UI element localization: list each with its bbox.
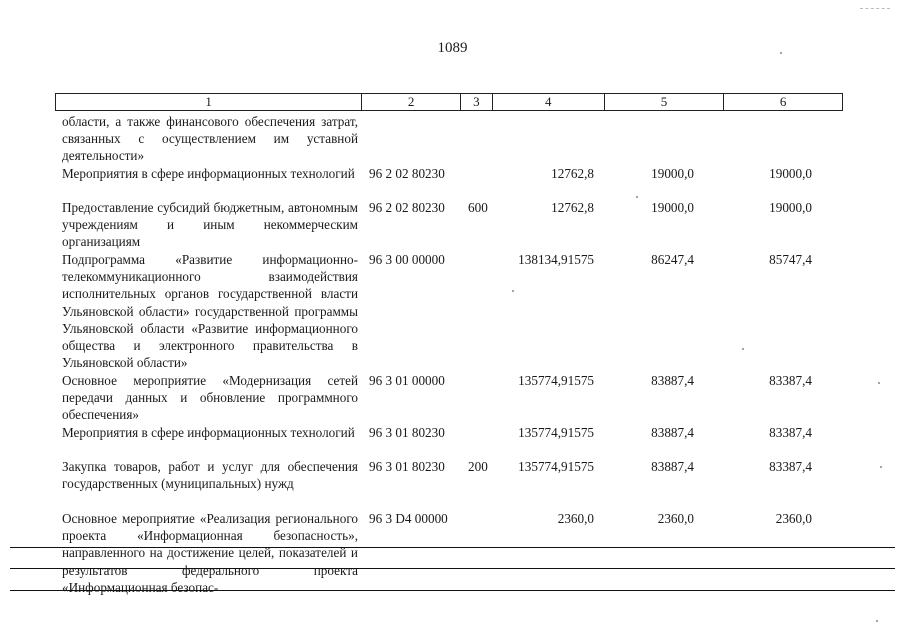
scan-speck [742,348,744,350]
scan-speck [878,382,880,384]
row-description: Мероприятия в сфере информационных технологий [62,166,355,181]
column-header-4: 4 [493,94,605,110]
row-code: 96 3 01 80230 [369,425,445,440]
scan-speck [880,466,882,468]
row-value-6: 83387,4 [769,373,812,388]
row-code: 96 3 01 00000 [369,373,445,388]
strike-line [10,590,895,591]
column-header-5: 5 [605,94,725,110]
row-value-5: 19000,0 [651,200,694,215]
strike-line [10,547,895,548]
row-code: 96 2 02 80230 [369,166,445,181]
strike-line [10,568,895,569]
row-value-6: 83387,4 [769,425,812,440]
column-header-2: 2 [362,94,461,110]
row-code: 96 3 01 80230 [369,459,445,474]
scan-speck [780,52,782,54]
column-header-6: 6 [779,94,787,109]
row-description: Основное мероприятие «Реализация регионального проекта «Информационная безопасность», направленного на достижение целей, показателей и результатов федерального проекта «Информационная безопас- [62,511,358,595]
scan-speck [636,196,638,198]
row-value-5: 83887,4 [651,373,694,388]
row-value-6: 2360,0 [775,511,812,526]
page-number: 1089 [437,40,468,56]
table-header-row [55,93,843,111]
row-value-4: 135774,91575 [518,425,594,440]
column-header-3: 3 [461,94,493,110]
scan-speck [876,620,878,622]
row-description: Подпрограмма «Развитие информационно-телекоммуникационного взаимодействия исполнительных органов государственной власти Ульяновской области» государственной программы Ульяновской области «Развитие информационного общества и электронного правительства в Ульяновской области» [62,252,358,371]
row-description: Основное мероприятие «Модернизация сетей передачи данных и обновление программного обеспечения» [62,373,358,423]
row-group: 200 [468,459,488,474]
row-value-5: 86247,4 [651,252,694,267]
row-code: 96 3 D4 00000 [369,511,448,526]
row-value-6: 83387,4 [769,459,812,474]
row-description: Мероприятия в сфере информационных технологий [62,425,355,440]
row-value-4: 135774,91575 [518,459,594,474]
scan-edge-mark [860,8,890,9]
row-value-5: 83887,4 [651,459,694,474]
row-description: области, а также финансового обеспечения затрат, связанных с осуществлением им уставной деятельности» [62,114,358,164]
row-value-5: 83887,4 [651,425,694,440]
row-value-5: 2360,0 [657,511,694,526]
row-value-4: 2360,0 [557,511,594,526]
row-value-6: 19000,0 [769,166,812,181]
row-code: 96 3 00 00000 [369,252,445,267]
row-value-5: 19000,0 [651,166,694,181]
row-value-4: 135774,91575 [518,373,594,388]
scan-speck [512,290,514,292]
row-value-4: 12762,8 [551,166,594,181]
row-value-6: 19000,0 [769,200,812,215]
row-value-4: 12762,8 [551,200,594,215]
row-code: 96 2 02 80230 [369,200,445,215]
row-value-6: 85747,4 [769,252,812,267]
row-description: Закупка товаров, работ и услуг для обеспечения государственных (муниципальных) нужд [62,459,358,492]
column-header-1: 1 [56,94,362,110]
row-value-4: 138134,91575 [518,252,594,267]
row-description: Предоставление субсидий бюджетным, автономным учреждениям и иным некоммерческим организациям [62,200,358,250]
row-group: 600 [468,200,488,215]
